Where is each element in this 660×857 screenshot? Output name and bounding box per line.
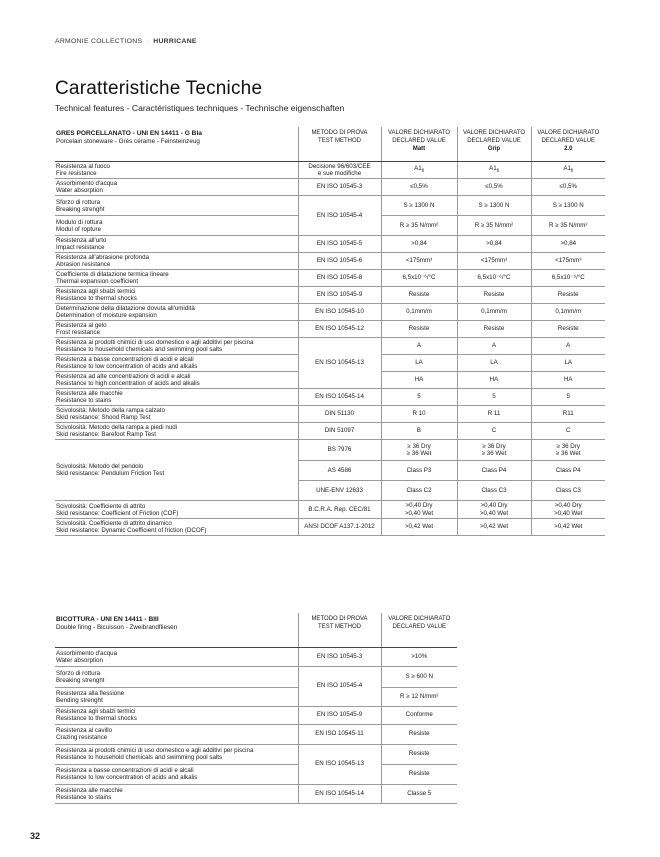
table-row [55, 287, 605, 304]
value-line: B.C.R.A. Rep. CEC/81 [308, 505, 371, 513]
property-it: Coefficiente di dilatazione termica lineare [56, 271, 169, 279]
value-line: EN ISO 10545-5 [316, 240, 363, 248]
declared-value-cell: Resiste [457, 321, 531, 338]
fire-class-subscript: fl [421, 168, 424, 174]
table-row [55, 666, 457, 687]
value-line: Class P4 [481, 466, 507, 474]
value-line: Class P3 [406, 466, 432, 474]
test-method-cell [298, 196, 381, 236]
property-it: Scivolosità: Coefficiente di attrito dinamico [56, 520, 172, 528]
table-header-row [55, 613, 457, 647]
declared-value-cell: Resiste [381, 287, 457, 304]
declared-value-cell: 5 [531, 389, 605, 406]
table-row [55, 423, 605, 440]
property-it: Scivolosità: Metodo della rampa a piedi nudi [56, 424, 178, 432]
method-header [298, 127, 381, 161]
declared-value-cell: LA [457, 355, 531, 372]
property-it: Resistenza alla flessione [56, 689, 125, 697]
property-it: Scivolosità: Metodo della rampa calzato [56, 407, 166, 415]
property-en: Resistance to stains [56, 793, 112, 801]
value-header-en: DECLARED VALUE [541, 138, 596, 144]
declared-value-cell: A [457, 338, 531, 355]
property-en: Crazing resistance [56, 734, 108, 741]
value-line: >0,40 Wet [479, 509, 509, 517]
property-it: Resistenza ai prodotti chimici di uso domestico e agli additivi per piscina [56, 339, 254, 347]
property-cell [55, 423, 298, 440]
declared-value-cell: S ≥ 1300 N [457, 196, 531, 216]
property-it: Resistenza ai prodotti chimici di uso domestico e agli additivi per piscina [56, 747, 254, 754]
value-header-it: VALORE DICHIARATO [462, 130, 525, 136]
declared-value-cell: Resiste [381, 321, 457, 338]
property-cell [55, 338, 298, 355]
declared-value-cell: R ≥ 12 N/mm² [381, 687, 457, 706]
declared-value-cell: >0,84 [457, 236, 531, 253]
property-cell [55, 647, 298, 666]
declared-value-cell: Resiste [381, 764, 457, 784]
method-header-en: TEST METHOD [318, 138, 361, 144]
property-en: Resistance to low concentration of acids and alkalis [56, 774, 198, 781]
declared-value-cell: HA [381, 372, 457, 389]
property-it: Scivolosità: Coefficiente di attrito [56, 502, 146, 510]
value-line: >0,40 Dry [480, 502, 508, 510]
property-en: Determination of moisture expansion [56, 312, 157, 320]
property-en: Resistance to thermal shocks [56, 715, 137, 722]
declared-value-cell: Resiste [381, 744, 457, 764]
property-cell [55, 724, 298, 744]
property-cell [55, 161, 298, 179]
property-en: Skid resistance: Dynamic Coefficient of friction (DCOF) [56, 527, 207, 535]
property-cell [55, 236, 298, 253]
property-it: Resistenza a basse concentrazioni di acidi e alcali [56, 767, 194, 774]
method-header [298, 613, 381, 647]
value-line: EN ISO 10545-14 [315, 393, 364, 401]
property-cell [55, 519, 298, 536]
property-en: Breaking strenght [56, 205, 105, 213]
value-line: Decisione 96/603/CEE [308, 162, 371, 170]
table-row [55, 501, 605, 519]
value-line: EN ISO 10545-13 [315, 359, 364, 367]
declared-value-cell: A [531, 338, 605, 355]
test-method-cell: AS 4586 [298, 461, 381, 481]
value-line: >0,40 Wet [554, 509, 583, 517]
fire-class-subscript: fl [570, 168, 574, 174]
product-title: GRES PORCELLANATO - UNI EN 14411 - G BIa [56, 130, 202, 137]
declared-value-cell: 5 [457, 389, 531, 406]
declared-value-cell: >0,42 Wet [381, 519, 457, 536]
table-row [55, 784, 457, 803]
test-method-cell: EN ISO 10545-13 [298, 744, 381, 784]
value-line: ≥ 36 Dry [482, 442, 506, 450]
test-method-cell [298, 179, 381, 196]
property-cell [55, 253, 298, 270]
table-row [55, 744, 457, 764]
table-row [55, 647, 457, 666]
property-cell [55, 287, 298, 304]
property-en: Skid resistance: Pendulum Friction Test [56, 470, 165, 478]
property-it: Resistenza a basse concentrazioni di acidi e alcali [56, 356, 194, 364]
declared-value-cell: A [381, 338, 457, 355]
declared-value-cell [381, 481, 457, 501]
value-line: >0,40 Dry [554, 502, 582, 510]
declared-value-cell: Conforme [381, 706, 457, 724]
porcelain-specs-body [55, 161, 605, 536]
value-line: >0,40 Dry [405, 502, 433, 510]
declared-value-cell: 0,1mm/m [381, 304, 457, 321]
page-number: 32 [30, 831, 41, 841]
table-row [55, 519, 605, 536]
fire-class-subscript: fl [496, 168, 499, 174]
property-en: Modul of ropture [56, 225, 102, 233]
value-line: Class C3 [555, 486, 581, 494]
property-it: Assorbimento d'acqua [56, 649, 118, 657]
value-line: EN ISO 10545-9 [316, 291, 363, 299]
test-method-cell [298, 501, 381, 519]
test-method-cell [298, 304, 381, 321]
test-method-cell: EN ISO 10545-9 [298, 706, 381, 724]
test-method-cell: EN ISO 10545-4 [298, 666, 381, 706]
property-cell [55, 216, 298, 236]
value-line: DIN 51097 [324, 427, 355, 435]
declared-value-cell: R11 [531, 406, 605, 423]
product-heading [55, 127, 298, 161]
property-cell [55, 389, 298, 406]
declared-value-cell: >0,42 Wet [457, 519, 531, 536]
declared-value-cell [381, 461, 457, 481]
table-row [55, 764, 457, 784]
value-line: EN ISO 10545-10 [315, 308, 364, 316]
table-row [55, 304, 605, 321]
declared-value-cell: 6,5x10⁻⁶/°C [457, 270, 531, 287]
table-row [55, 687, 457, 706]
declared-value-cell [381, 161, 457, 179]
value-line: EN ISO 10545-12 [315, 325, 364, 333]
value-line: ANSI DCOF A137.1-2012 [304, 523, 375, 531]
property-it: Assorbimento d'acqua [56, 180, 118, 188]
declared-value-cell: S ≥ 1300 N [381, 196, 457, 216]
property-en: Water absorption [56, 656, 103, 664]
property-it: Resistenza ad alte concentrazioni di acidi e alcali [56, 373, 191, 381]
declared-value-cell: LA [381, 355, 457, 372]
declared-value-cell: 6,5x10⁻⁶/°C [531, 270, 605, 287]
declared-value-cell: LA [531, 355, 605, 372]
declared-value-cell: <175mm³ [531, 253, 605, 270]
declared-value-cell: 6,5x10⁻⁶/°C [381, 270, 457, 287]
value-header-grip [457, 127, 531, 161]
property-en: Fire resistance [56, 169, 97, 177]
property-it: Resistenza agli sbalzi termici [56, 288, 136, 296]
property-it: Scivolosità: Metodo del pendolo [56, 463, 144, 471]
test-method-cell: EN ISO 10545-3 [298, 647, 381, 666]
property-it: Modulo di rottura [56, 218, 103, 226]
declared-value-cell: ≤0,5% [457, 179, 531, 196]
declared-value-cell [531, 461, 605, 481]
declared-value-cell: Classe 5 [381, 784, 457, 803]
table-row [55, 321, 605, 338]
property-en: Skid resistance: Barefoot Ramp Test [56, 431, 156, 439]
declared-value-cell [531, 161, 605, 179]
double-firing-specs-body [55, 647, 457, 803]
table-row [55, 406, 605, 423]
declared-value-cell: ≤0,5% [381, 179, 457, 196]
table-row [55, 338, 605, 355]
method-header-it: METODO DI PROVA [311, 616, 368, 622]
table-row [55, 179, 605, 196]
test-method-cell [298, 389, 381, 406]
property-cell [55, 744, 298, 764]
declared-value-cell: >10% [381, 647, 457, 666]
value-line: ≥ 36 Wet [406, 450, 432, 458]
declared-value-cell: Resiste [531, 287, 605, 304]
declared-value-cell: <175mm³ [457, 253, 531, 270]
property-it: Resistenza agli sbalzi termici [56, 708, 136, 715]
property-en: Resistance to low concentration of acids and alkalis [56, 363, 198, 371]
finish-label: Matt [412, 146, 426, 152]
declared-value-cell [531, 440, 605, 461]
declared-value-cell [381, 440, 457, 461]
value-header [381, 613, 457, 647]
value-line: ≥ 36 Wet [481, 450, 507, 458]
property-en: Abrasion resistance [56, 261, 111, 269]
property-cell [55, 666, 298, 687]
value-line: ≥ 36 Dry [407, 442, 431, 450]
property-cell [55, 304, 298, 321]
test-method-cell [298, 406, 381, 423]
property-it: Resistenza al cavillo [56, 727, 113, 734]
value-line: Class C2 [406, 486, 432, 494]
property-en: Resistance to household chemicals and swimming pool salts [56, 346, 223, 354]
property-en: Breaking strenght [56, 676, 105, 684]
property-en: Water absorption [56, 187, 103, 195]
value-line: EN ISO 10545-8 [316, 274, 363, 282]
property-cell [55, 179, 298, 196]
table-row [55, 270, 605, 287]
declared-value-cell: ≤0,5% [531, 179, 605, 196]
value-header-en: DECLARED VALUE [467, 138, 521, 144]
brand-header [55, 38, 197, 45]
method-header-en: TEST METHOD [318, 624, 361, 630]
value-line: EN ISO 10545-3 [316, 183, 363, 191]
table-row [55, 196, 605, 216]
product-heading [55, 613, 298, 647]
declared-value-cell: Resiste [531, 321, 605, 338]
table-row [55, 724, 457, 744]
property-en: Skid resistance: Coefficient of Friction (COF) [56, 509, 179, 517]
value-line: >0,40 Wet [404, 509, 434, 517]
property-en: Resistance to household chemicals and swimming pool salts [56, 754, 223, 761]
property-en: Thermal expansion coefficient [56, 278, 139, 286]
declared-value-cell: 5 [381, 389, 457, 406]
property-cell [55, 501, 298, 519]
property-en: Bending strenght [56, 696, 103, 704]
property-en: Resistance to stains [56, 397, 112, 405]
value-header-it: VALORE DICHIARATO [537, 130, 600, 136]
declared-value-cell: C [457, 423, 531, 440]
property-it: Determinazione della dilatazione dovuta all'umidità [56, 305, 195, 313]
value-line: EN ISO 10545-4 [316, 211, 363, 219]
value-line: ≥ 36 Dry [556, 442, 580, 450]
fire-class: A1 [563, 165, 571, 173]
value-line: ≥ 36 Wet [555, 450, 581, 458]
test-method-cell [298, 287, 381, 304]
property-it: Resistenza alle macchie [56, 390, 123, 398]
property-en: Frost resistance [56, 329, 101, 337]
property-en: Impact resistance [56, 244, 105, 252]
declared-value-cell: 0,1mm/m [457, 304, 531, 321]
test-method-cell: UNE-ENV 12633 [298, 481, 381, 501]
declared-value-cell: S ≥ 1300 N [531, 196, 605, 216]
product-subtitle: Double firing - Bicuisson - Zweibrandfliesen [56, 624, 178, 631]
property-it: Sforzo di rottura [56, 669, 101, 677]
product-subtitle: Porcelain stoneware - Grès cérame - Feinsteinzeug [56, 138, 200, 145]
test-method-cell: BS 7976 [298, 440, 381, 461]
declared-value-cell: C [531, 423, 605, 440]
method-header-it: METODO DI PROVA [311, 130, 368, 136]
declared-value-cell: 0,1mm/m [531, 304, 605, 321]
property-cell [55, 706, 298, 724]
property-cell [55, 321, 298, 338]
value-line: EN ISO 10545-6 [316, 257, 363, 265]
value-line: e sue modifiche [317, 169, 362, 177]
page-subtitle: Technical features - Caractéristiques techniques - Technische eigenschaften [55, 103, 345, 113]
table-row [55, 389, 605, 406]
value-header-en: DECLARED VALUE [392, 624, 447, 630]
property-cell [55, 764, 298, 784]
table-row [55, 706, 457, 724]
property-it: Resistenza all'abrasione profonda [56, 254, 150, 262]
property-en: Resistance to thermal shocks [56, 295, 137, 303]
value-line: DIN 51130 [324, 410, 355, 418]
property-cell [55, 270, 298, 287]
declared-value-cell: >0,84 [531, 236, 605, 253]
fire-class: A1 [414, 165, 422, 173]
table-row [55, 161, 605, 179]
declared-value-cell: >0,42 Wet [531, 519, 605, 536]
table-row [55, 236, 605, 253]
test-method-cell [298, 161, 381, 179]
value-header-2-0 [531, 127, 605, 161]
property-cell [55, 372, 298, 389]
test-method-cell [298, 519, 381, 536]
declared-value-cell: HA [531, 372, 605, 389]
test-method-cell [298, 338, 381, 389]
declared-value-cell: Resiste [381, 724, 457, 744]
table-row [55, 253, 605, 270]
property-en: Resistance to high concentration of acids and alkalis [56, 380, 200, 388]
declared-value-cell: R 10 [381, 406, 457, 423]
test-method-cell: EN ISO 10545-14 [298, 784, 381, 803]
declared-value-cell: B [381, 423, 457, 440]
product-title: BICOTTURA - UNI EN 14411 - BIII [56, 616, 159, 623]
test-method-cell [298, 423, 381, 440]
value-line: Class P4 [555, 466, 581, 474]
property-it: Resistenza al gelo [56, 322, 107, 330]
declared-value-cell: Resiste [457, 287, 531, 304]
declared-value-cell [457, 161, 531, 179]
page-title: Caratteristiche Tecniche [55, 78, 263, 99]
finish-label: Grip [487, 146, 501, 152]
collection-name: ARMONIE COLLECTIONS [55, 38, 143, 45]
property-cell [55, 687, 298, 706]
series-name: HURRICANE [153, 38, 197, 45]
value-header-en: DECLARED VALUE [392, 138, 446, 144]
declared-value-cell [381, 501, 457, 519]
declared-value-cell: R ≥ 35 N/mm² [457, 216, 531, 236]
declared-value-cell: R ≥ 35 N/mm² [381, 216, 457, 236]
declared-value-cell: >0,84 [381, 236, 457, 253]
test-method-cell: EN ISO 10545-11 [298, 724, 381, 744]
finish-label: 2.0 [564, 146, 573, 152]
property-cell [55, 196, 298, 216]
table-header-row [55, 127, 605, 161]
declared-value-cell [457, 440, 531, 461]
declared-value-cell: HA [457, 372, 531, 389]
declared-value-cell [457, 481, 531, 501]
test-method-cell [298, 270, 381, 287]
declared-value-cell: <175mm³ [381, 253, 457, 270]
property-it: Resistenza al fuoco [56, 162, 110, 170]
test-method-cell [298, 236, 381, 253]
value-line: Class C3 [481, 486, 507, 494]
table-row [55, 440, 605, 461]
declared-value-cell [457, 501, 531, 519]
property-it: Resistenza alle macchie [56, 786, 123, 794]
property-en: Skid resistance: Shood Ramp Test [56, 414, 151, 422]
test-method-cell [298, 321, 381, 338]
value-header-matt [381, 127, 457, 161]
declared-value-cell [531, 481, 605, 501]
declared-value-cell: S ≥ 600 N [381, 666, 457, 687]
property-cell [55, 440, 298, 501]
porcelain-specs-table [55, 127, 605, 536]
header-separator: · [146, 38, 150, 45]
value-header-it: VALORE DICHIARATO [387, 130, 450, 136]
double-firing-specs-table [55, 613, 457, 804]
declared-value-cell: R 11 [457, 406, 531, 423]
declared-value-cell [457, 461, 531, 481]
value-header-it: VALORE DICHIARATO [388, 616, 451, 622]
property-cell [55, 406, 298, 423]
property-it: Resistenza all'urto [56, 237, 107, 245]
property-cell [55, 784, 298, 803]
property-it: Sforzo di rottura [56, 198, 101, 206]
declared-value-cell [531, 501, 605, 519]
fire-class: A1 [489, 165, 497, 173]
test-method-cell [298, 253, 381, 270]
declared-value-cell: R ≥ 35 N/mm² [531, 216, 605, 236]
property-cell [55, 355, 298, 372]
